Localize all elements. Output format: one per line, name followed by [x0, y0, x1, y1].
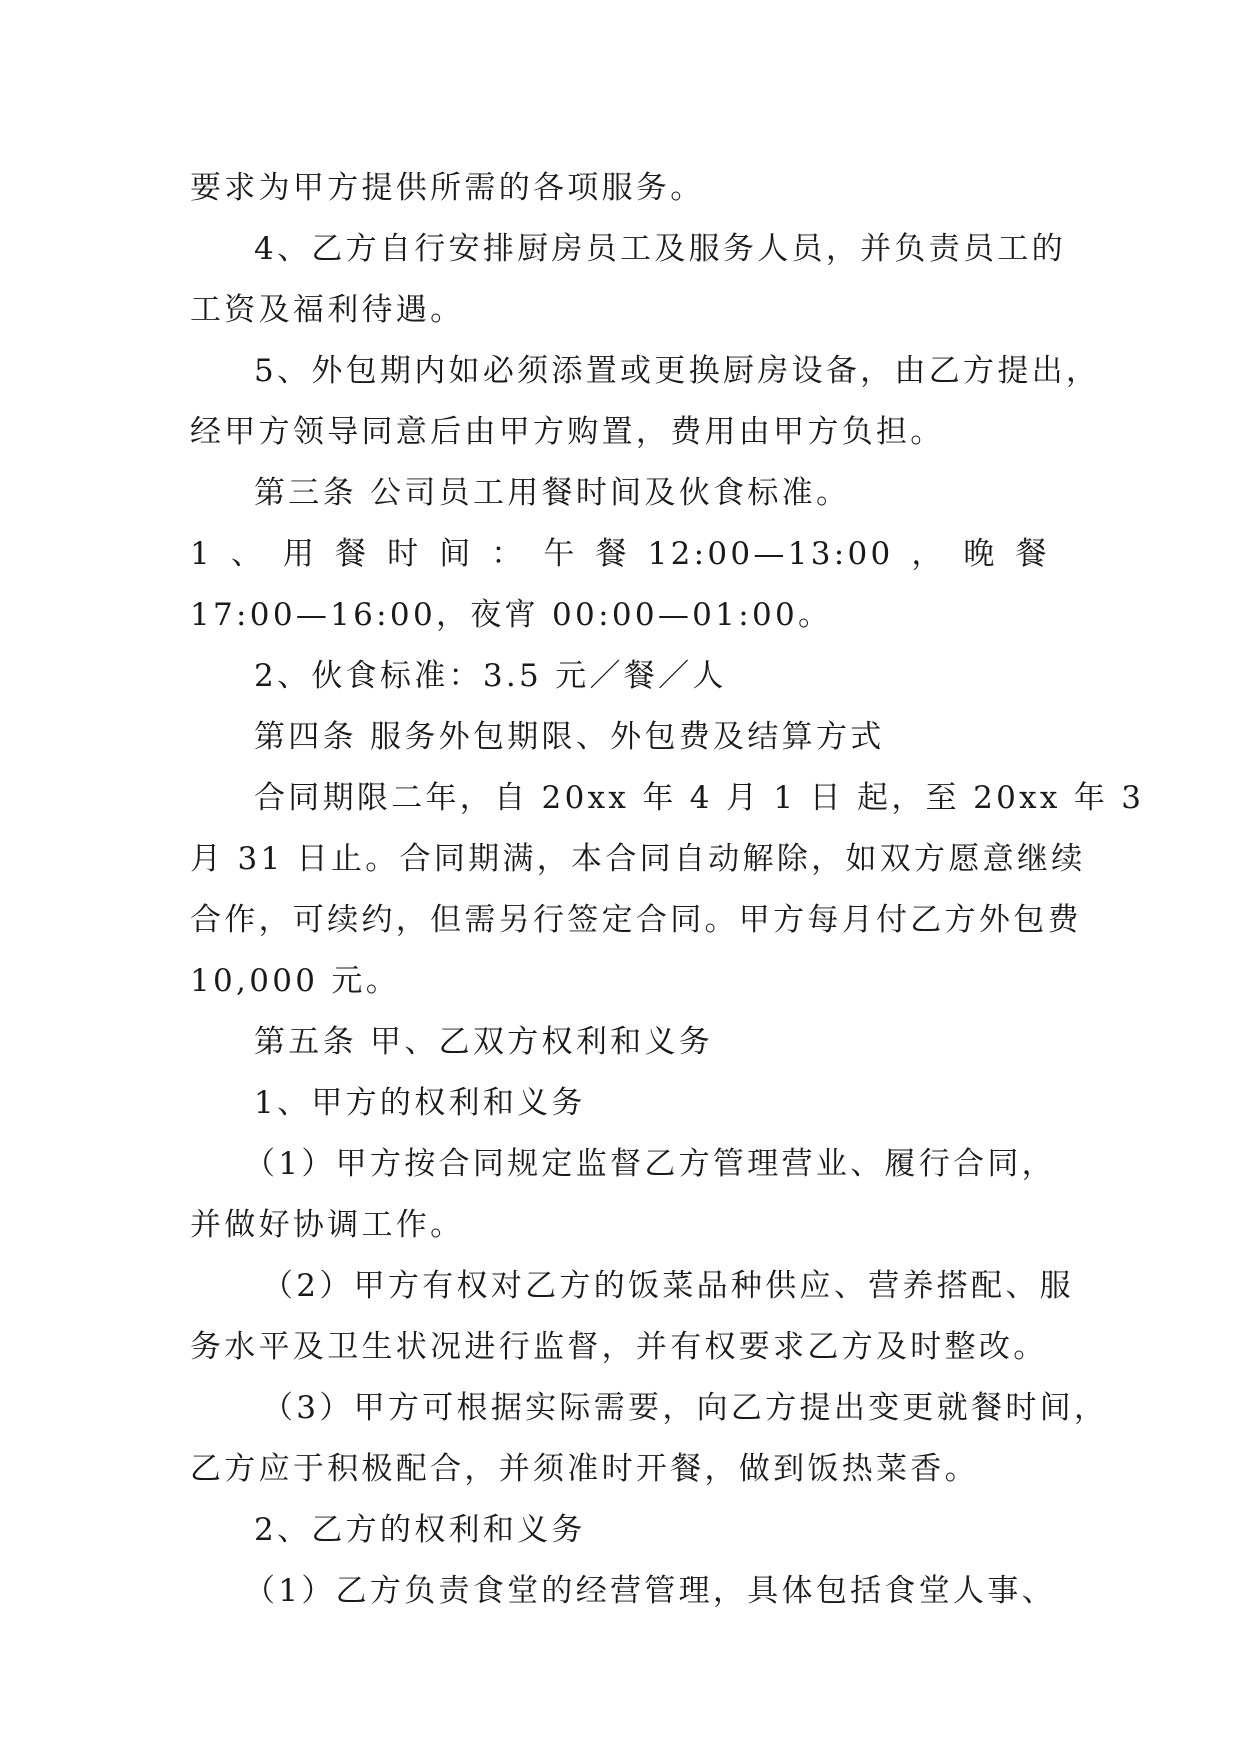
text-fragment: 午 [543, 536, 578, 572]
text-fragment: 餐 [335, 536, 370, 572]
text-line: （1）乙方负责食堂的经营管理，具体包括食堂人事、 [244, 1573, 1056, 1609]
text-fragment: 时 [387, 536, 422, 572]
text-line: 合作，可续约，但需另行签定合同。甲方每月付乙方外包费 [190, 902, 1082, 938]
text-fragment: ： [491, 536, 526, 572]
text-line: 4、乙方自行安排厨房员工及服务人员，并负责员工的 [254, 231, 1066, 267]
text-fragment: 间 [439, 536, 474, 572]
sub-heading: 1、甲方的权利和义务 [254, 1085, 586, 1121]
text-line: 务水平及卫生状况进行监督，并有权要求乙方及时整改。 [190, 1329, 1048, 1365]
text-line: 17:00—16:00，夜宵 00:00—01:00。 [190, 597, 833, 633]
document-body [190, 158, 1145, 1622]
text-line: 经甲方领导同意后由甲方购置，费用由甲方负担。 [190, 414, 945, 450]
section-heading: 第四条 服务外包期限、外包费及结算方式 [254, 719, 885, 755]
section-heading: 第五条 甲、乙双方权利和义务 [254, 1024, 714, 1060]
text-fragment: 餐 [1015, 536, 1050, 572]
text-fragment: 用 [282, 536, 318, 572]
text-line: 5、外包期内如必须添置或更换厨房设备，由乙方提出， [254, 353, 1101, 389]
text-line: （1）甲方按合同规定监督乙方管理营业、履行合同， [244, 1146, 1056, 1182]
text-fragment: ， [911, 536, 946, 572]
text-line: 10,000 元。 [190, 963, 401, 999]
text-line: （2）甲方有权对乙方的饭菜品种供应、营养搭配、服 [262, 1268, 1074, 1304]
text-line: 工资及福利待遇。 [190, 292, 465, 328]
text-fragment: 晚 [963, 536, 998, 572]
meal-time-line [190, 524, 1050, 585]
text-line: 乙方应于积极配合，并须准时开餐，做到饭热菜香。 [190, 1451, 979, 1487]
text-fragment: 餐 [595, 536, 630, 572]
text-line: （3）甲方可根据实际需要，向乙方提出变更就餐时间， [262, 1390, 1109, 1426]
text-line: 合同期限二年，自 20xx 年 4 月 1 日 起，至 20xx 年 3 [254, 780, 1145, 816]
text-line: 月 31 日止。合同期满，本合同自动解除，如双方愿意继续 [190, 841, 1086, 877]
text-line: 要求为甲方提供所需的各项服务。 [190, 170, 705, 206]
sub-heading: 2、乙方的权利和义务 [254, 1512, 586, 1548]
text-fragment: 12:00—13:00 [647, 536, 894, 572]
text-line: 并做好协调工作。 [190, 1207, 465, 1243]
text-line: 2、伙食标准：3.5 元／餐／人 [254, 658, 727, 694]
text-fragment: 、 [230, 536, 266, 572]
section-heading: 第三条 公司员工用餐时间及伙食标准。 [254, 475, 851, 511]
text-fragment: 1 [190, 536, 214, 572]
